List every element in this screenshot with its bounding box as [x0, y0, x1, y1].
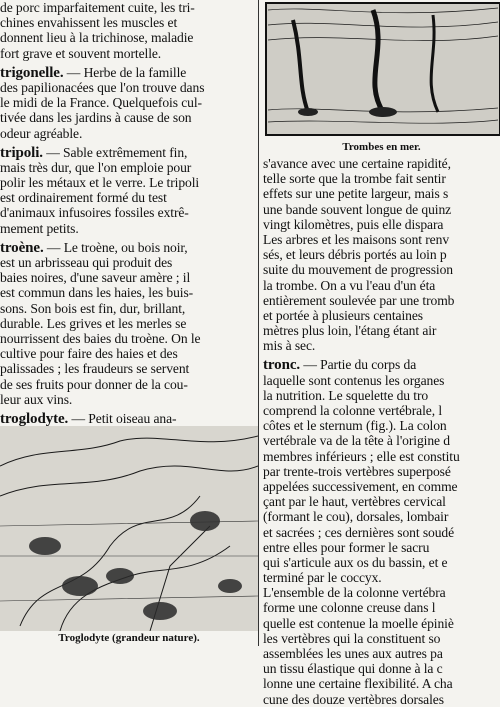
text-line: L'ensemble de la colonne vertébra [263, 585, 446, 601]
entry-tronc [263, 357, 500, 706]
text-line: une bande souvent longue de quinz [263, 201, 452, 217]
text-line: entre elles pour former le sacru [263, 539, 430, 555]
text-line: s'avance avec une certaine rapidité, [263, 156, 451, 171]
text-line: d'animaux infusoires fossiles extrê- [0, 205, 189, 221]
text-line: par trente-trois vertèbres superposé [263, 463, 451, 479]
text-line: durable. Les grives et les merles se [0, 315, 187, 331]
text-line: suite du mouvement de progression [263, 262, 453, 278]
trombes-caption: Trombes en mer. [342, 141, 421, 153]
text-line: et sacrées ; ces dernières sont soudé [263, 524, 455, 540]
entry-first-line [0, 145, 258, 160]
headword: troène. [0, 239, 44, 255]
headword: tronc. [263, 357, 301, 373]
text-line: leur aux vins. [0, 391, 73, 407]
text-line: assemblées les unes aux autres pa [263, 646, 443, 661]
text-line: — Partie du corps da [303, 357, 417, 373]
entry-first-line [0, 65, 258, 80]
text-line: vingt kilomètres, puis elle dispara [263, 216, 444, 232]
text-line: chines envahissent les muscles et [0, 15, 178, 31]
text-line: le midi de la France. Quelquefois cul- [0, 95, 202, 111]
text-line: polir les métaux et le verre. Le tripoli [0, 175, 200, 191]
text-line: donnent lieu à la trichinose, maladie [0, 30, 194, 46]
text-line: vertébrale va de la tête à l'origine d [263, 433, 450, 449]
troglodyte-bird-illustration [0, 426, 258, 631]
text-line: mement petits. [0, 220, 79, 236]
text-line: tivée dans les jardins à cause de son [0, 110, 192, 126]
text-line: et portée à plusieurs centaines [263, 307, 423, 323]
entry-trigonelle [0, 65, 258, 141]
text-line: palissades ; les fraudeurs se servent [0, 361, 190, 377]
text-line: de porc imparfaitement cuite, les tri- [0, 0, 195, 15]
text-line: un tissu élastique qui donne à la c [263, 661, 443, 677]
text-line: les vertèbres qui la constituent so [263, 630, 441, 646]
entry-first-line [0, 240, 258, 255]
headword: trigonelle. [0, 64, 64, 80]
troglodyte-caption-cut: Troglodyte (grandeur nature). [58, 632, 200, 644]
text-line: — Herbe de la famille [66, 64, 187, 80]
text-line: — Petit oiseau ana- [71, 410, 177, 426]
text-line: telle sorte que la trombe fait sentir [263, 171, 446, 187]
paragraph-trichine-end [0, 0, 258, 61]
text-line: fort grave et souvent mortelle. [0, 45, 162, 61]
trombes-illustration [263, 0, 500, 138]
text-line: est commun dans les haies, les buis- [0, 285, 194, 301]
text-line: terminé par le coccyx. [263, 570, 382, 586]
text-line: (formant le cou), dorsales, lombair [263, 509, 449, 525]
text-line: appelées successivement, en comme [263, 478, 458, 494]
right-column [263, 0, 500, 707]
text-line: mètres plus loin, l'étang étant air [263, 323, 437, 339]
entry-troene [0, 240, 258, 407]
paragraph-trombe-end [263, 156, 500, 353]
text-line: membres inférieurs ; elle est constitu [263, 448, 460, 464]
text-line: quelle est contenue la moelle épiniè [263, 615, 454, 631]
text-line: est un arbrisseau qui produit des [0, 255, 173, 270]
text-line: qui s'articule aux os du bassin, et e [263, 554, 448, 570]
headword: troglodyte. [0, 410, 69, 427]
text-line: — Le troène, ou bois noir, [46, 239, 188, 255]
text-line: la nutrition. Le squelette du tro [263, 387, 429, 403]
text-line: cultive pour faire des haies et des [0, 346, 178, 362]
headword: tripoli. [0, 144, 43, 160]
text-line: çant par le haut, vertèbres cervical [263, 494, 446, 510]
text-line: mais très dur, que l'on emploie pour [0, 159, 192, 175]
text-line: nourrissent des baies du troène. On le [0, 330, 201, 346]
text-line: Les arbres et les maisons sont renv [263, 231, 450, 247]
column-divider [258, 0, 259, 646]
text-line: de ses fruits pour donner de la cou- [0, 376, 188, 392]
entry-first-line [263, 357, 500, 372]
text-line: comprend la colonne vertébrale, l [263, 403, 443, 418]
text-line: la trombe. On a vu l'eau d'un éta [263, 277, 436, 293]
text-line: est ordinairement formé du test [0, 190, 167, 206]
text-line: côtes et le sternum (fig.). La colon [263, 418, 447, 434]
text-line: — Sable extrêmement fin, [46, 144, 188, 160]
left-column [0, 0, 258, 472]
text-line: entièrement soulevée par une tromb [263, 292, 455, 308]
text-line: effets sur une petite largeur, mais s [263, 186, 449, 202]
troglodyte-engraving [0, 426, 258, 646]
entry-tripoli [0, 145, 258, 236]
text-line: des papilionacées que l'on trouve dans [0, 79, 205, 95]
text-line: lonne une certaine flexibilité. A cha [263, 676, 453, 692]
text-line: mis à sec. [263, 338, 316, 354]
text-line: sés, et leurs débris portés au loin p [263, 247, 447, 263]
text-line: odeur agréable. [0, 125, 83, 141]
entry-first-line [0, 411, 258, 426]
text-line: sons. Son bois est fin, dur, brillant, [0, 300, 186, 316]
text-line: cune des douze vertèbres dorsales [263, 691, 444, 707]
text-line: baies noires, d'une saveur amère ; il [0, 270, 191, 286]
text-line: forme une colonne creuse dans l [263, 600, 436, 616]
text-line: laquelle sont contenus les organes [263, 372, 445, 388]
